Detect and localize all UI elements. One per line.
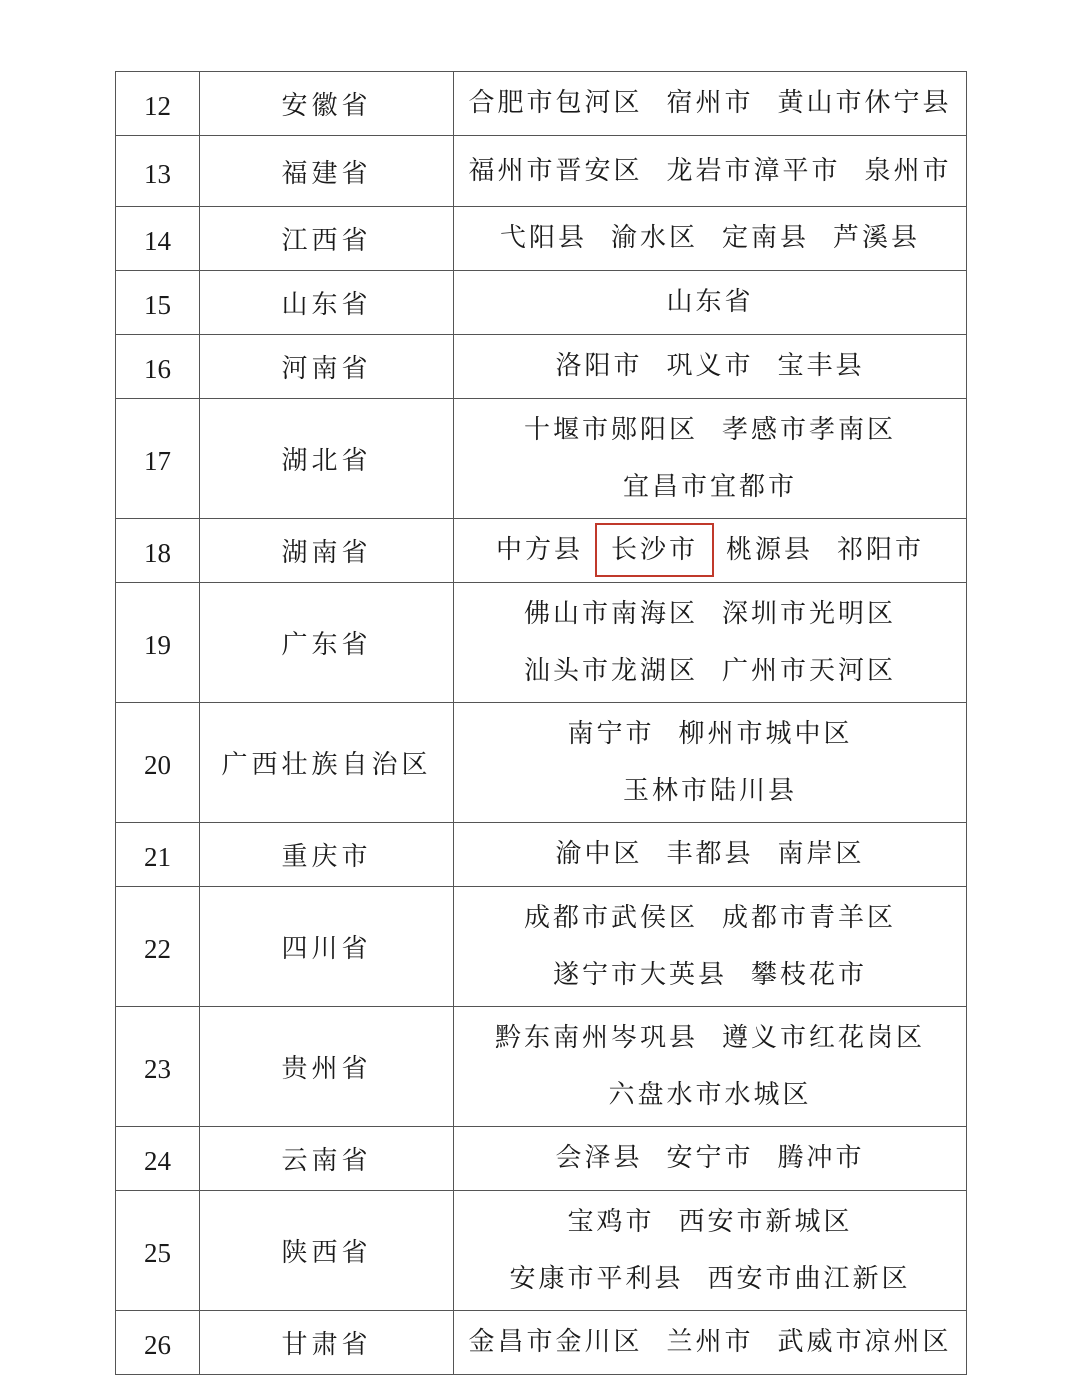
highlighted-location: 长沙市 [597, 525, 712, 575]
locations-cell [454, 399, 967, 519]
province-name: 湖北省 [200, 399, 454, 519]
location-item: 黔东南州岑巩县 [494, 1022, 698, 1053]
locations-line [454, 338, 966, 395]
table-row [116, 207, 967, 271]
location-item: 合肥市包河区 [468, 88, 643, 118]
province-name: 广西壮族自治区 [200, 703, 454, 823]
location-item: 丰都县 [666, 839, 754, 869]
province-name: 甘肃省 [200, 1311, 454, 1375]
location-item: 成都市武侯区 [523, 902, 698, 933]
locations-cell [454, 887, 967, 1007]
locations-line [454, 75, 966, 132]
locations-cell [454, 703, 967, 823]
location-item: 攀枝花市 [751, 959, 868, 990]
table-row [116, 136, 967, 207]
location-item: 宜昌市宜都市 [622, 471, 797, 502]
locations-line [454, 274, 966, 331]
table-row [116, 703, 967, 823]
locations-line [454, 763, 966, 820]
location-item: 西安市曲江新区 [707, 1263, 911, 1294]
row-number: 18 [116, 519, 200, 583]
locations-line [454, 1130, 966, 1187]
row-number: 13 [116, 136, 200, 207]
table-row [116, 399, 967, 519]
table-row [116, 271, 967, 335]
location-item: 山东省 [666, 287, 754, 317]
province-name: 福建省 [200, 136, 454, 207]
province-name: 重庆市 [200, 823, 454, 887]
table-row [116, 519, 967, 583]
location-item: 六盘水市水城区 [608, 1079, 812, 1110]
locations-cell [454, 207, 967, 271]
location-item: 福州市晋安区 [468, 155, 643, 186]
row-number: 19 [116, 583, 200, 703]
location-item: 武威市凉州区 [777, 1327, 952, 1357]
location-item: 佛山市南海区 [523, 598, 698, 629]
locations-line [454, 143, 966, 200]
table-body [116, 72, 967, 1375]
province-name: 广东省 [200, 583, 454, 703]
row-number: 23 [116, 1007, 200, 1127]
locations-line [454, 826, 966, 883]
locations-line [454, 459, 966, 516]
locations-cell [454, 335, 967, 399]
table-row [116, 1007, 967, 1127]
row-number: 22 [116, 887, 200, 1007]
locations-line [454, 1067, 966, 1124]
location-item: 黄山市休宁县 [777, 88, 952, 118]
locations-line [454, 643, 966, 700]
location-item: 中方县 [495, 535, 583, 565]
location-item: 十堰市郧阳区 [523, 414, 698, 445]
locations-line [454, 1194, 966, 1251]
locations-cell [454, 271, 967, 335]
row-number: 25 [116, 1191, 200, 1311]
province-name: 安徽省 [200, 72, 454, 136]
location-item: 深圳市光明区 [722, 598, 897, 629]
location-item: 遵义市红花岗区 [722, 1022, 926, 1053]
row-number: 24 [116, 1127, 200, 1191]
table-row [116, 1127, 967, 1191]
table-row [116, 583, 967, 703]
province-name: 贵州省 [200, 1007, 454, 1127]
locations-cell [454, 1127, 967, 1191]
row-number: 16 [116, 335, 200, 399]
location-item: 桃源县 [726, 535, 814, 565]
row-number: 14 [116, 207, 200, 271]
locations-line [454, 586, 966, 643]
location-item: 南岸区 [777, 839, 865, 869]
location-item: 泉州市 [864, 155, 952, 186]
location-item: 宝丰县 [777, 351, 865, 381]
location-item: 成都市青羊区 [722, 902, 897, 933]
locations-line [454, 402, 966, 459]
location-item: 会泽县 [555, 1143, 643, 1173]
locations-line [454, 890, 966, 947]
province-name: 山东省 [200, 271, 454, 335]
location-item: 柳州市城中区 [678, 718, 853, 749]
location-item: 弋阳县 [499, 223, 587, 253]
locations-line [454, 522, 966, 579]
locations-cell [454, 136, 967, 207]
locations-line [454, 1251, 966, 1308]
location-item: 遂宁市大英县 [552, 959, 727, 990]
table-row [116, 335, 967, 399]
location-item: 芦溪县 [833, 223, 921, 253]
locations-cell [454, 72, 967, 136]
location-item: 渝水区 [610, 223, 698, 253]
location-item: 孝感市孝南区 [722, 414, 897, 445]
locations-cell [454, 1007, 967, 1127]
locations-cell [454, 1191, 967, 1311]
table-row [116, 823, 967, 887]
location-item: 洛阳市 [555, 351, 643, 381]
row-number: 26 [116, 1311, 200, 1375]
location-item: 汕头市龙湖区 [523, 655, 698, 686]
location-item: 广州市天河区 [722, 655, 897, 686]
locations-line [454, 947, 966, 1004]
province-name: 湖南省 [200, 519, 454, 583]
locations-cell [454, 583, 967, 703]
location-item: 定南县 [722, 223, 810, 253]
location-item: 玉林市陆川县 [622, 775, 797, 806]
location-item: 西安市新城区 [678, 1206, 853, 1237]
location-item: 安康市平利县 [509, 1263, 684, 1294]
location-item: 安宁市 [666, 1143, 754, 1173]
location-item: 祁阳市 [837, 535, 925, 565]
location-item: 腾冲市 [777, 1143, 865, 1173]
locations-line [454, 706, 966, 763]
location-item: 金昌市金川区 [468, 1327, 643, 1357]
row-number: 20 [116, 703, 200, 823]
province-name: 江西省 [200, 207, 454, 271]
location-item: 宿州市 [666, 88, 754, 118]
locations-cell [454, 823, 967, 887]
row-number: 21 [116, 823, 200, 887]
location-item: 巩义市 [666, 351, 754, 381]
locations-line [454, 210, 966, 267]
province-name: 四川省 [200, 887, 454, 1007]
locations-cell [454, 1311, 967, 1375]
row-number: 12 [116, 72, 200, 136]
table-row [116, 887, 967, 1007]
row-number: 15 [116, 271, 200, 335]
province-name: 陕西省 [200, 1191, 454, 1311]
table-row [116, 1311, 967, 1375]
table-row [116, 72, 967, 136]
location-item: 渝中区 [555, 839, 643, 869]
region-table [115, 71, 967, 1375]
locations-cell [454, 519, 967, 583]
location-item: 宝鸡市 [567, 1206, 655, 1237]
table-row [116, 1191, 967, 1311]
location-item: 南宁市 [567, 718, 655, 749]
province-name: 河南省 [200, 335, 454, 399]
row-number: 17 [116, 399, 200, 519]
province-name: 云南省 [200, 1127, 454, 1191]
locations-line [454, 1010, 966, 1067]
location-item: 龙岩市漳平市 [666, 155, 841, 186]
location-item: 兰州市 [666, 1327, 754, 1357]
